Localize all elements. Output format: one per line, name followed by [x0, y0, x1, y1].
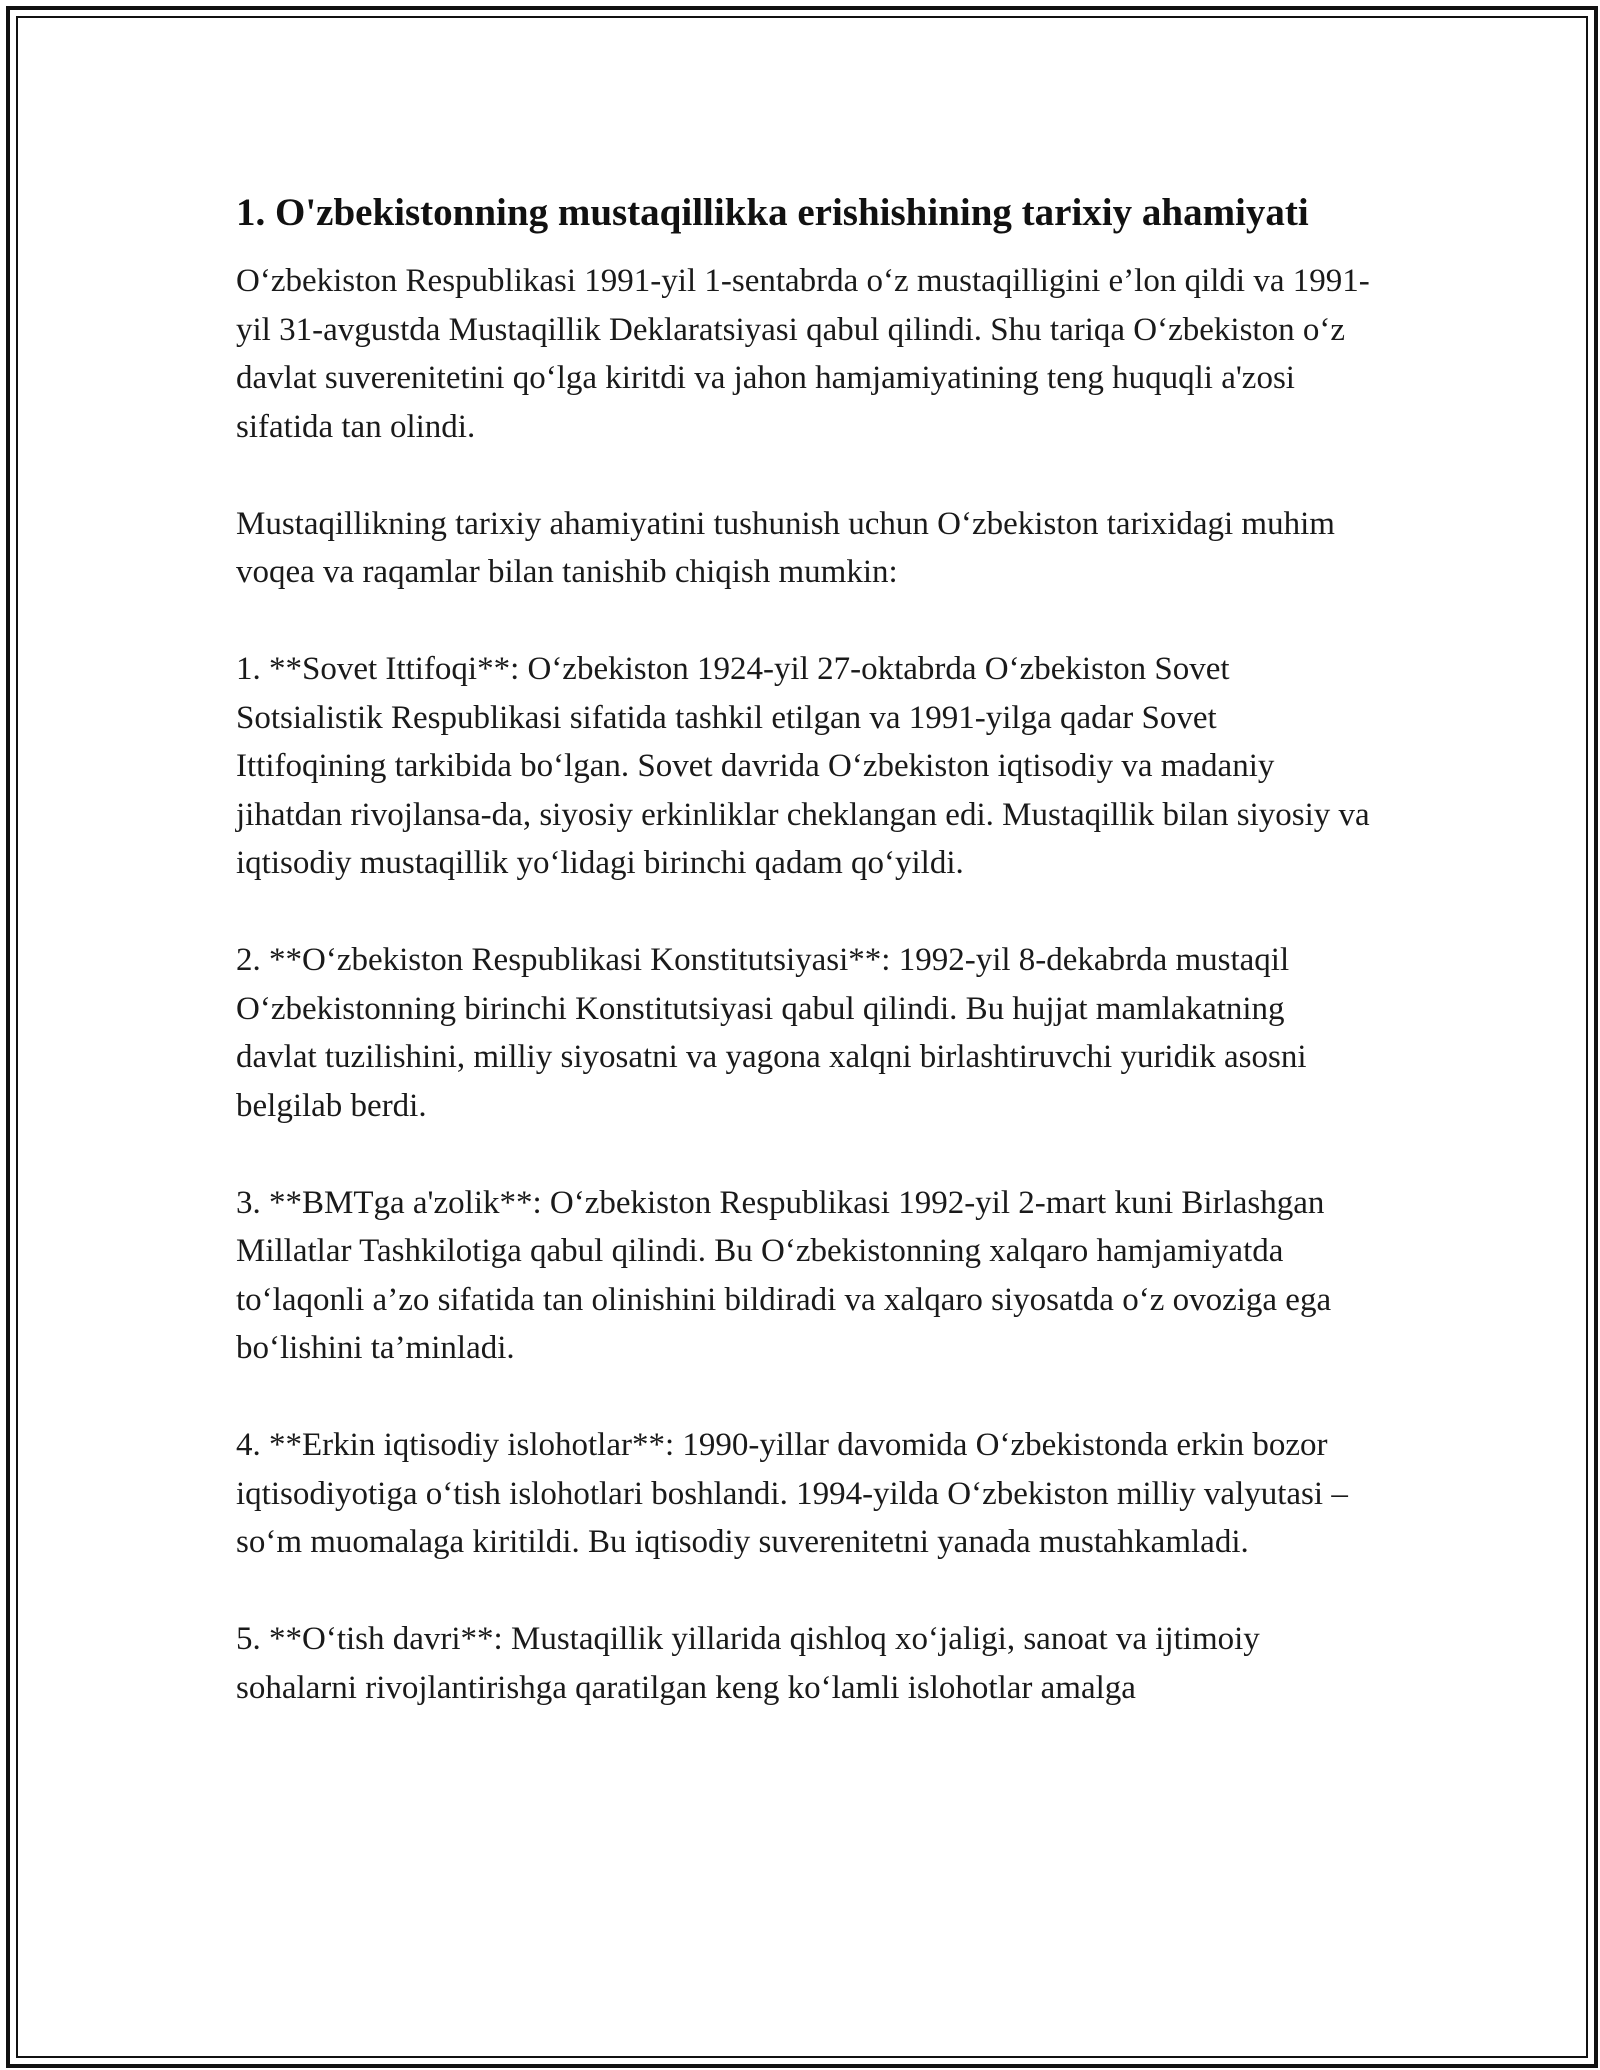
list-item-soviet-union: 1. **Sovet Ittifoqi**: O‘zbekiston 1924-yil 27-oktabrda O‘zbekiston Sovet Sotsialistik Respublikasi sifatida tashkil etilgan va 1991-yilga qadar Sovet Ittifoqining tarkibida bo‘lgan. Sovet davrida O‘zbekiston iqtisodiy va madaniy jihatdan rivojlansa-da, siyosiy erkinliklar cheklangan edi. Mustaqillik bilan siyosiy va iqtisodiy mustaqillik yo‘lidagi birinchi qadam qo‘yildi.	[236, 651, 1370, 881]
paragraph-gap	[236, 451, 1371, 500]
paragraph-gap	[236, 1567, 1371, 1616]
document-body	[236, 186, 1371, 1712]
list-item-un-membership: 3. **BMTga a'zolik**: O‘zbekiston Respublikasi 1992-yil 2-mart kuni Birlashgan Millatlar Tashkilotiga qabul qilindi. Bu O‘zbekistonning xalqaro hamjamiyatda to‘laqonli a’zo sifatida tan olinishini bildiradi va xalqaro siyosatda o‘z ovoziga ega bo‘lishini ta’minladi.	[236, 1184, 1332, 1366]
paragraph-gap	[236, 1373, 1371, 1422]
paragraph-gap	[236, 1130, 1371, 1179]
paragraph-gap	[236, 888, 1371, 937]
intro-paragraph: O‘zbekiston Respublikasi 1991-yil 1-sentabrda o‘z mustaqilligini e’lon qildi va 1991-yil 31-avgustda Mustaqillik Deklaratsiyasi qabul qilindi. Shu tariqa O‘zbekiston o‘z davlat suverenitetini qo‘lga kiritdi va jahon hamjamiyatining teng huquqli a'zosi sifatida tan olindi.	[236, 263, 1370, 445]
section-heading: 1. O'zbekistonning mustaqillikka erishishining tarixiy ahamiyati	[236, 191, 1309, 234]
list-item-economic-reforms: 4. **Erkin iqtisodiy islohotlar**: 1990-yillar davomida O‘zbekistonda erkin bozor iqtisodiyotiga o‘tish islohotlari boshlandi. 1994-yilda O‘zbekiston milliy valyutasi – so‘m muomalaga kiritildi. Bu iqtisodiy suverenitetni yanada mustahkamladi.	[236, 1427, 1348, 1560]
lead-in-paragraph: Mustaqillikning tarixiy ahamiyatini tushunish uchun O‘zbekiston tarixidagi muhim voqea va raqamlar bilan tanishib chiqish mumkin:	[236, 505, 1335, 590]
paragraph-gap	[236, 597, 1371, 646]
list-item-transition-period: 5. **O‘tish davri**: Mustaqillik yillarida qishloq xo‘jaligi, sanoat va ijtimoiy sohalarni rivojlantirishga qaratilgan keng ko‘lamli islohotlar amalga	[236, 1621, 1260, 1706]
list-item-constitution: 2. **O‘zbekiston Respublikasi Konstitutsiyasi**: 1992-yil 8-dekabrda mustaqil O‘zbekistonning birinchi Konstitutsiyasi qabul qilindi. Bu hujjat mamlakatning davlat tuzilishini, milliy siyosatni va yagona xalqni birlashtiruvchi yuridik asosni belgilab berdi.	[236, 942, 1307, 1124]
